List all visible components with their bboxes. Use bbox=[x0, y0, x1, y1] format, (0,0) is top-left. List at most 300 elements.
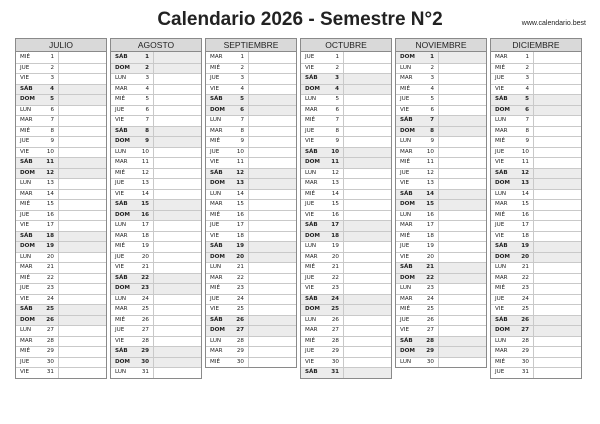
weekday-label: DOM bbox=[400, 201, 415, 208]
weekday-label: MIÉ bbox=[115, 96, 126, 103]
note-space bbox=[248, 347, 296, 357]
day-number: 16 bbox=[521, 211, 529, 218]
month-noviembre bbox=[395, 38, 487, 368]
day-number: 11 bbox=[426, 159, 434, 166]
day-number: 29 bbox=[331, 348, 339, 355]
weekday-label: DOM bbox=[115, 211, 130, 218]
note-space bbox=[248, 263, 296, 273]
weekday-label: MIÉ bbox=[115, 316, 126, 323]
weekday-label: JUE bbox=[20, 211, 30, 218]
note-space bbox=[438, 74, 486, 84]
note-space bbox=[153, 358, 201, 368]
weekday-label: MIÉ bbox=[20, 274, 31, 281]
note-space bbox=[248, 85, 296, 95]
month-diciembre bbox=[490, 38, 582, 379]
note-space bbox=[58, 200, 106, 210]
day-number: 14 bbox=[236, 190, 244, 197]
note-space bbox=[533, 158, 581, 168]
weekday-label: JUE bbox=[115, 327, 125, 334]
day-row bbox=[111, 157, 201, 168]
weekday-label: MAR bbox=[305, 253, 318, 260]
note-space bbox=[58, 137, 106, 147]
weekday-label: JUE bbox=[400, 316, 410, 323]
day-row bbox=[16, 262, 106, 273]
weekday-label: JUE bbox=[495, 148, 505, 155]
month-octubre bbox=[300, 38, 392, 379]
weekday-label: LUN bbox=[495, 264, 507, 271]
weekday-label: MIÉ bbox=[400, 159, 411, 166]
day-number: 18 bbox=[331, 232, 339, 239]
day-row bbox=[491, 367, 581, 378]
weekday-label: SÁB bbox=[305, 369, 318, 376]
day-row bbox=[111, 147, 201, 158]
weekday-label: DOM bbox=[115, 138, 130, 145]
weekday-label: VIE bbox=[495, 232, 505, 239]
day-number: 13 bbox=[46, 180, 54, 187]
note-space bbox=[343, 85, 391, 95]
weekday-label: LUN bbox=[495, 337, 507, 344]
weekday-label: LUN bbox=[210, 117, 222, 124]
note-space bbox=[153, 127, 201, 137]
weekday-label: JUE bbox=[495, 222, 505, 229]
note-space bbox=[438, 316, 486, 326]
note-space bbox=[248, 305, 296, 315]
day-number: 4 bbox=[525, 85, 529, 92]
day-row bbox=[491, 346, 581, 357]
day-row bbox=[206, 157, 296, 168]
note-space bbox=[533, 305, 581, 315]
weekday-label: DOM bbox=[20, 96, 35, 103]
day-row bbox=[396, 168, 486, 179]
weekend-day-row bbox=[206, 178, 296, 189]
day-number: 2 bbox=[50, 64, 54, 71]
note-space bbox=[343, 274, 391, 284]
weekday-label: DOM bbox=[495, 253, 510, 260]
day-row bbox=[206, 220, 296, 231]
weekday-label: SÁB bbox=[400, 337, 413, 344]
day-row bbox=[301, 262, 391, 273]
day-number: 17 bbox=[46, 222, 54, 229]
day-number: 30 bbox=[46, 358, 54, 365]
weekday-label: SÁB bbox=[495, 96, 508, 103]
day-number: 31 bbox=[521, 369, 529, 376]
weekday-label: MAR bbox=[115, 159, 128, 166]
day-row bbox=[111, 231, 201, 242]
day-row bbox=[16, 220, 106, 231]
day-number: 22 bbox=[521, 274, 529, 281]
weekday-label: MAR bbox=[210, 127, 223, 134]
day-row bbox=[396, 357, 486, 368]
note-space bbox=[58, 368, 106, 378]
day-row bbox=[16, 210, 106, 221]
weekend-day-row bbox=[491, 178, 581, 189]
weekday-label: LUN bbox=[400, 358, 412, 365]
day-number: 26 bbox=[331, 316, 339, 323]
day-row bbox=[16, 325, 106, 336]
weekday-label: VIE bbox=[305, 211, 315, 218]
weekday-label: MAR bbox=[20, 337, 33, 344]
weekday-label: MIÉ bbox=[305, 117, 316, 124]
day-number: 24 bbox=[236, 295, 244, 302]
weekday-label: MIÉ bbox=[20, 53, 31, 60]
weekend-day-row bbox=[491, 315, 581, 326]
day-number: 20 bbox=[521, 253, 529, 260]
day-number: 10 bbox=[521, 148, 529, 155]
note-space bbox=[248, 337, 296, 347]
day-number: 7 bbox=[240, 117, 244, 124]
day-number: 4 bbox=[145, 85, 149, 92]
weekday-label: DOM bbox=[305, 306, 320, 313]
note-space bbox=[248, 284, 296, 294]
day-number: 19 bbox=[236, 243, 244, 250]
day-number: 10 bbox=[236, 148, 244, 155]
weekend-day-row bbox=[491, 325, 581, 336]
note-space bbox=[58, 326, 106, 336]
day-number: 16 bbox=[236, 211, 244, 218]
note-space bbox=[533, 284, 581, 294]
note-space bbox=[343, 137, 391, 147]
day-number: 1 bbox=[50, 53, 54, 60]
day-row bbox=[16, 336, 106, 347]
note-space bbox=[533, 263, 581, 273]
day-number: 16 bbox=[46, 211, 54, 218]
day-number: 28 bbox=[426, 337, 434, 344]
note-space bbox=[153, 263, 201, 273]
note-space bbox=[533, 274, 581, 284]
weekday-label: JUE bbox=[305, 53, 315, 60]
weekend-day-row bbox=[111, 199, 201, 210]
day-number: 29 bbox=[521, 348, 529, 355]
weekday-label: MAR bbox=[400, 295, 413, 302]
day-number: 5 bbox=[430, 96, 434, 103]
day-number: 12 bbox=[236, 169, 244, 176]
weekday-label: JUE bbox=[115, 253, 125, 260]
weekday-label: DOM bbox=[305, 159, 320, 166]
day-row bbox=[16, 367, 106, 378]
day-number: 31 bbox=[331, 369, 339, 376]
day-row bbox=[206, 73, 296, 84]
day-number: 7 bbox=[525, 117, 529, 124]
day-number: 5 bbox=[335, 96, 339, 103]
note-space bbox=[533, 74, 581, 84]
day-number: 18 bbox=[141, 232, 149, 239]
day-row bbox=[301, 168, 391, 179]
note-space bbox=[438, 263, 486, 273]
day-number: 30 bbox=[426, 358, 434, 365]
day-row bbox=[206, 84, 296, 95]
weekday-label: MAR bbox=[210, 274, 223, 281]
note-space bbox=[343, 169, 391, 179]
weekday-label: MIÉ bbox=[495, 285, 506, 292]
note-space bbox=[58, 274, 106, 284]
day-number: 8 bbox=[525, 127, 529, 134]
day-number: 28 bbox=[331, 337, 339, 344]
weekday-label: VIE bbox=[115, 337, 125, 344]
weekday-label: MAR bbox=[495, 274, 508, 281]
day-number: 20 bbox=[236, 253, 244, 260]
note-space bbox=[438, 295, 486, 305]
weekday-label: LUN bbox=[210, 190, 222, 197]
day-number: 2 bbox=[240, 64, 244, 71]
weekday-label: SÁB bbox=[400, 190, 413, 197]
note-space bbox=[343, 263, 391, 273]
day-list bbox=[490, 52, 582, 379]
weekend-day-row bbox=[301, 231, 391, 242]
day-number: 12 bbox=[426, 169, 434, 176]
note-space bbox=[248, 148, 296, 158]
day-number: 25 bbox=[521, 306, 529, 313]
day-row bbox=[301, 357, 391, 368]
note-space bbox=[153, 284, 201, 294]
day-row bbox=[301, 325, 391, 336]
day-number: 11 bbox=[141, 159, 149, 166]
weekday-label: MIÉ bbox=[305, 190, 316, 197]
day-number: 11 bbox=[236, 159, 244, 166]
note-space bbox=[248, 221, 296, 231]
note-space bbox=[343, 242, 391, 252]
note-space bbox=[343, 95, 391, 105]
weekday-label: DOM bbox=[400, 274, 415, 281]
day-row bbox=[301, 52, 391, 63]
weekend-day-row bbox=[16, 157, 106, 168]
day-row bbox=[16, 126, 106, 137]
day-row bbox=[111, 105, 201, 116]
day-number: 8 bbox=[50, 127, 54, 134]
day-row bbox=[301, 189, 391, 200]
day-row bbox=[16, 189, 106, 200]
note-space bbox=[343, 158, 391, 168]
day-row bbox=[491, 262, 581, 273]
day-number: 17 bbox=[426, 222, 434, 229]
day-number: 16 bbox=[141, 211, 149, 218]
note-space bbox=[58, 337, 106, 347]
weekend-day-row bbox=[301, 157, 391, 168]
note-space bbox=[248, 316, 296, 326]
day-number: 16 bbox=[426, 211, 434, 218]
note-space bbox=[343, 284, 391, 294]
weekday-label: VIE bbox=[20, 295, 30, 302]
day-number: 21 bbox=[426, 264, 434, 271]
day-row bbox=[16, 105, 106, 116]
weekend-day-row bbox=[491, 241, 581, 252]
day-number: 1 bbox=[145, 53, 149, 60]
weekday-label: MIÉ bbox=[20, 201, 31, 208]
day-row bbox=[16, 178, 106, 189]
day-number: 27 bbox=[46, 327, 54, 334]
note-space bbox=[248, 137, 296, 147]
day-number: 4 bbox=[335, 85, 339, 92]
day-row bbox=[206, 115, 296, 126]
day-number: 1 bbox=[430, 53, 434, 60]
day-number: 1 bbox=[240, 53, 244, 60]
note-space bbox=[343, 64, 391, 74]
weekend-day-row bbox=[491, 252, 581, 263]
note-space bbox=[58, 190, 106, 200]
note-space bbox=[153, 148, 201, 158]
weekday-label: LUN bbox=[115, 75, 127, 82]
day-number: 30 bbox=[331, 358, 339, 365]
weekend-day-row bbox=[206, 168, 296, 179]
note-space bbox=[533, 64, 581, 74]
day-row bbox=[396, 252, 486, 263]
day-row bbox=[491, 220, 581, 231]
day-number: 14 bbox=[521, 190, 529, 197]
note-space bbox=[248, 200, 296, 210]
weekend-day-row bbox=[16, 84, 106, 95]
note-space bbox=[58, 211, 106, 221]
day-number: 8 bbox=[335, 127, 339, 134]
weekday-label: JUE bbox=[20, 64, 30, 71]
weekday-label: MIÉ bbox=[20, 127, 31, 134]
note-space bbox=[438, 358, 486, 368]
note-space bbox=[533, 337, 581, 347]
day-number: 5 bbox=[240, 96, 244, 103]
note-space bbox=[248, 64, 296, 74]
day-row bbox=[111, 304, 201, 315]
weekday-label: VIE bbox=[210, 232, 220, 239]
weekday-label: JUE bbox=[400, 243, 410, 250]
note-space bbox=[248, 52, 296, 63]
day-row bbox=[491, 294, 581, 305]
day-row bbox=[491, 52, 581, 63]
note-space bbox=[58, 232, 106, 242]
day-number: 10 bbox=[426, 148, 434, 155]
weekend-day-row bbox=[396, 52, 486, 63]
note-space bbox=[248, 169, 296, 179]
day-row bbox=[491, 126, 581, 137]
weekday-label: SÁB bbox=[115, 201, 128, 208]
day-row bbox=[111, 168, 201, 179]
month-julio bbox=[15, 38, 107, 379]
day-number: 10 bbox=[331, 148, 339, 155]
note-space bbox=[438, 347, 486, 357]
day-row bbox=[396, 231, 486, 242]
day-list bbox=[205, 52, 297, 368]
weekday-label: VIE bbox=[210, 159, 220, 166]
day-number: 8 bbox=[145, 127, 149, 134]
weekend-day-row bbox=[396, 126, 486, 137]
day-number: 24 bbox=[331, 295, 339, 302]
note-space bbox=[533, 169, 581, 179]
weekday-label: VIE bbox=[20, 75, 30, 82]
note-space bbox=[343, 232, 391, 242]
weekend-day-row bbox=[111, 346, 201, 357]
note-space bbox=[153, 326, 201, 336]
weekday-label: MAR bbox=[495, 127, 508, 134]
day-row bbox=[16, 357, 106, 368]
day-row bbox=[301, 126, 391, 137]
note-space bbox=[58, 127, 106, 137]
note-space bbox=[153, 200, 201, 210]
weekday-label: LUN bbox=[305, 316, 317, 323]
day-number: 12 bbox=[141, 169, 149, 176]
weekday-label: MIÉ bbox=[115, 243, 126, 250]
weekday-label: SÁB bbox=[305, 222, 318, 229]
weekday-label: MIÉ bbox=[20, 348, 31, 355]
note-space bbox=[343, 305, 391, 315]
day-row bbox=[491, 304, 581, 315]
note-space bbox=[248, 274, 296, 284]
day-number: 25 bbox=[236, 306, 244, 313]
weekday-label: SÁB bbox=[115, 53, 128, 60]
note-space bbox=[533, 232, 581, 242]
weekend-day-row bbox=[111, 273, 201, 284]
day-number: 28 bbox=[236, 337, 244, 344]
weekday-label: MAR bbox=[305, 106, 318, 113]
day-number: 8 bbox=[240, 127, 244, 134]
day-number: 14 bbox=[426, 190, 434, 197]
weekend-day-row bbox=[111, 52, 201, 63]
day-number: 4 bbox=[50, 85, 54, 92]
weekday-label: VIE bbox=[20, 148, 30, 155]
day-row bbox=[491, 336, 581, 347]
day-row bbox=[491, 157, 581, 168]
note-space bbox=[438, 95, 486, 105]
weekday-label: LUN bbox=[210, 337, 222, 344]
weekday-label: SÁB bbox=[400, 117, 413, 124]
day-number: 4 bbox=[430, 85, 434, 92]
day-row bbox=[301, 346, 391, 357]
day-number: 22 bbox=[141, 274, 149, 281]
note-space bbox=[58, 116, 106, 126]
note-space bbox=[533, 137, 581, 147]
day-number: 17 bbox=[141, 222, 149, 229]
day-number: 7 bbox=[430, 117, 434, 124]
day-number: 23 bbox=[141, 285, 149, 292]
weekday-label: VIE bbox=[20, 369, 30, 376]
weekday-label: MIÉ bbox=[400, 85, 411, 92]
note-space bbox=[343, 221, 391, 231]
note-space bbox=[153, 179, 201, 189]
note-space bbox=[533, 368, 581, 378]
weekend-day-row bbox=[396, 336, 486, 347]
weekday-label: DOM bbox=[210, 253, 225, 260]
weekday-label: DOM bbox=[400, 127, 415, 134]
day-number: 20 bbox=[331, 253, 339, 260]
weekend-day-row bbox=[111, 63, 201, 74]
note-space bbox=[533, 200, 581, 210]
note-space bbox=[533, 326, 581, 336]
weekday-label: MIÉ bbox=[305, 337, 316, 344]
day-number: 7 bbox=[145, 117, 149, 124]
note-space bbox=[153, 52, 201, 63]
weekday-label: SÁB bbox=[20, 159, 33, 166]
day-number: 2 bbox=[335, 64, 339, 71]
day-row bbox=[396, 210, 486, 221]
day-number: 15 bbox=[236, 201, 244, 208]
weekday-label: JUE bbox=[495, 295, 505, 302]
weekday-label: VIE bbox=[305, 358, 315, 365]
day-row bbox=[396, 105, 486, 116]
weekday-label: VIE bbox=[115, 117, 125, 124]
weekday-label: LUN bbox=[400, 285, 412, 292]
weekend-day-row bbox=[301, 84, 391, 95]
day-row bbox=[491, 357, 581, 368]
day-number: 19 bbox=[331, 243, 339, 250]
day-number: 29 bbox=[236, 348, 244, 355]
weekend-day-row bbox=[111, 210, 201, 221]
day-number: 15 bbox=[141, 201, 149, 208]
note-space bbox=[343, 326, 391, 336]
note-space bbox=[438, 305, 486, 315]
weekday-label: SÁB bbox=[20, 85, 33, 92]
note-space bbox=[153, 85, 201, 95]
weekday-label: SÁB bbox=[115, 127, 128, 134]
day-row bbox=[206, 210, 296, 221]
day-row bbox=[491, 210, 581, 221]
day-number: 23 bbox=[46, 285, 54, 292]
day-number: 3 bbox=[145, 75, 149, 82]
